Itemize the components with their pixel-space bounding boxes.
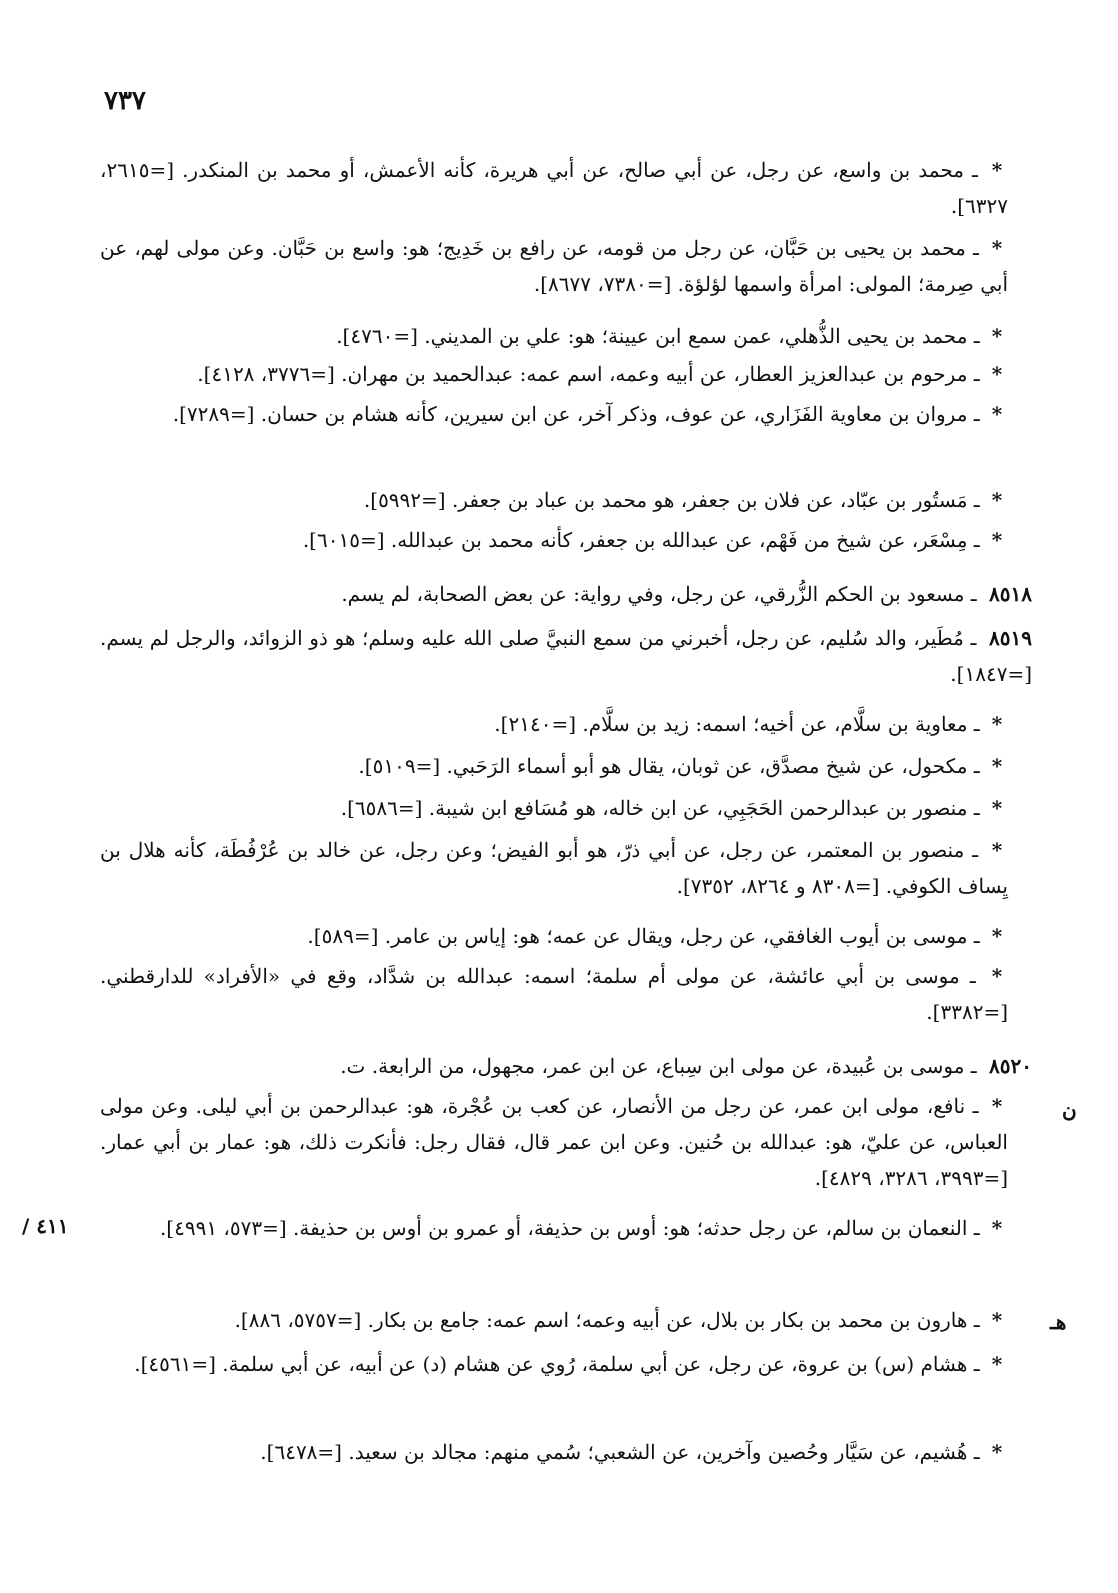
entry-text: ـ محمد بن واسع، عن رجل، عن أبي صالح، عن أبي هريرة، كأنه الأعمش، أو محمد بن المنكدر. [=٢٦١٥، ٦٣٢٧]. [100, 158, 1008, 218]
entry-text: ـ موسى بن أيوب الغافقي، عن رجل، ويقال عن عمه؛ هو: إياس بن عامر. [=٥٨٩]. [307, 924, 980, 948]
entry-13 [100, 832, 1008, 904]
entry-15 [100, 958, 1008, 1030]
entry-17 [100, 1088, 1008, 1196]
entry-marker: * [991, 964, 1003, 988]
entry-2 [100, 230, 1008, 302]
entry-20 [100, 1346, 1008, 1382]
entry-marker: * [991, 1216, 1003, 1240]
entry-text: ـ مُطَير، والد سُليم، عن رجل، أخبرني من سمع النبيَّ صلى الله عليه وسلم؛ هو ذو الزوائد، والرجل لم يسم. [=١٨٤٧]. [100, 626, 1032, 686]
entry-text: ـ محمد بن يحيى بن حَبَّان، عن رجل من قومه، عن رافع بن خَدِيج؛ هو: واسع بن حَبَّان. وعن مولى لهم، عن أبي صِرمة؛ المولى: امرأة واسمها لؤلؤة. [=٧٣٨٠، ٨٦٧٧]. [100, 236, 1008, 296]
entry-4 [100, 356, 1008, 392]
margin-note-ha: هـ [1050, 1310, 1067, 1334]
entry-text: ـ هارون بن محمد بن بكار بن بلال، عن أبيه وعمه؛ اسم عمه: جامع بن بكار. [=٥٧٥٧، ٨٨٦]. [234, 1308, 980, 1332]
entry-number: ٨٥١٩ [989, 626, 1032, 650]
entry-11 [100, 748, 1008, 784]
entry-text: ـ موسى بن عُبيدة، عن مولى ابن سِباع، عن ابن عمر، مجهول، من الرابعة. ت. [340, 1054, 977, 1078]
entry-marker: * [991, 1308, 1003, 1332]
entry-marker: * [991, 838, 1003, 862]
entry-7 [100, 522, 1008, 558]
entry-text: ـ مكحول، عن شيخ مصدَّق، عن ثوبان، يقال هو أبو أسماء الرَحَبي. [=٥١٠٩]. [358, 754, 980, 778]
entry-marker: * [991, 236, 1003, 260]
entry-text: ـ هُشيم، عن سَيَّار وحُصين وآخرين، عن الشعبي؛ سُمي منهم: مجالد بن سعيد. [=٦٤٧٨]. [260, 1440, 980, 1464]
entry-text: ـ نافع، مولى ابن عمر، عن رجل من الأنصار، عن كعب بن عُجْرة، هو: عبدالرحمن بن أبي ليلى. وعن مولى العباس، عن عليّ، هو: عبدالله بن حُنين. وعن ابن عمر قال، فقال رجل: فأنكرت ذلك، هو: عمار بن أبي عمار. [=٣٩٩٣، ٣٢٨٦، ٤٨٢٩]. [100, 1094, 1008, 1190]
entry-8518 [100, 576, 1032, 612]
entry-marker: * [991, 488, 1003, 512]
entry-text: ـ محمد بن يحيى الذُّهلي، عمن سمع ابن عيينة؛ هو: علي بن المديني. [=٤٧٦٠]. [336, 324, 980, 348]
entry-marker: * [991, 1094, 1003, 1118]
entry-12 [100, 790, 1008, 826]
entry-text: ـ مَستُور بن عبّاد، عن فلان بن جعفر، هو محمد بن عباد بن جعفر. [=٥٩٩٢]. [363, 488, 980, 512]
entry-8520 [100, 1048, 1032, 1084]
entry-text: ـ مِسْعَر، عن شيخ من فَهْم، عن عبدالله بن جعفر، كأنه محمد بن عبدالله. [=٦٠١٥]. [302, 528, 980, 552]
entry-marker: * [991, 796, 1003, 820]
entry-14 [100, 918, 1008, 954]
entry-3 [100, 318, 1008, 354]
page-number: ٧٣٧ [104, 86, 146, 116]
entry-marker: * [991, 754, 1003, 778]
entry-18 [100, 1210, 1008, 1246]
entry-1 [100, 152, 1008, 224]
entry-marker: * [991, 362, 1003, 386]
entry-marker: * [991, 528, 1003, 552]
entry-marker: * [991, 924, 1003, 948]
entry-marker: * [991, 402, 1003, 426]
entry-19 [100, 1302, 1008, 1338]
entry-text: ـ النعمان بن سالم، عن رجل حدثه؛ هو: أوس بن حذيفة، أو عمرو بن أوس بن حذيفة. [=٥٧٣، ٤٩٩١]. [159, 1216, 980, 1240]
entry-number: ٨٥١٨ [989, 582, 1032, 606]
entry-8519 [100, 620, 1032, 692]
entry-10 [100, 706, 1008, 742]
entry-number: ٨٥٢٠ [989, 1054, 1032, 1078]
entry-21 [100, 1434, 1008, 1470]
entry-text: ـ مسعود بن الحكم الزُّرقي، عن رجل، وفي رواية: عن بعض الصحابة، لم يسم. [341, 582, 977, 606]
margin-note-nun: ن [1062, 1098, 1077, 1122]
entry-marker: * [991, 324, 1003, 348]
entry-text: ـ موسى بن أبي عائشة، عن مولى أم سلمة؛ اسمه: عبدالله بن شدَّاد، وقع في «الأفراد» للدارقطني. [=٣٣٨٢]. [100, 964, 1008, 1024]
entry-marker: * [991, 1352, 1003, 1376]
entry-text: ـ مروان بن معاوية الفَزَاري، عن عوف، وذكر آخر، عن ابن سيرين، كأنه هشام بن حسان. [=٧٢٨٩]. [172, 402, 980, 426]
entry-text: ـ هشام (س) بن عروة، عن رجل، عن أبي سلمة، رُوي عن هشام (د) عن أبيه، عن أبي سلمة. [=٤٥٦١]. [134, 1352, 980, 1376]
entry-marker: * [991, 158, 1003, 182]
entry-marker: * [991, 1440, 1003, 1464]
entry-6 [100, 482, 1008, 518]
entry-text: ـ معاوية بن سلَّام، عن أخيه؛ اسمه: زيد بن سلَّام. [=٢١٤٠]. [494, 712, 980, 736]
entry-5 [100, 396, 1008, 432]
entry-text: ـ منصور بن المعتمر، عن رجل، عن أبي ذرّ، هو أبو الفيض؛ وعن رجل، عن خالد بن عُرْفُطَة، كأنه هلال بن يِساف الكوفي. [=٨٣٠٨ و ٨٢٦٤، ٧٣٥٢]. [100, 838, 1008, 898]
margin-note-page-ref: ٤١١ / [22, 1214, 69, 1238]
entry-text: ـ منصور بن عبدالرحمن الحَجَبِي، عن ابن خاله، هو مُسَافع ابن شيبة. [=٦٥٨٦]. [340, 796, 980, 820]
entry-marker: * [991, 712, 1003, 736]
entry-text: ـ مرحوم بن عبدالعزيز العطار، عن أبيه وعمه، اسم عمه: عبدالحميد بن مهران. [=٣٧٧٦، ٤١٢٨]. [197, 362, 980, 386]
